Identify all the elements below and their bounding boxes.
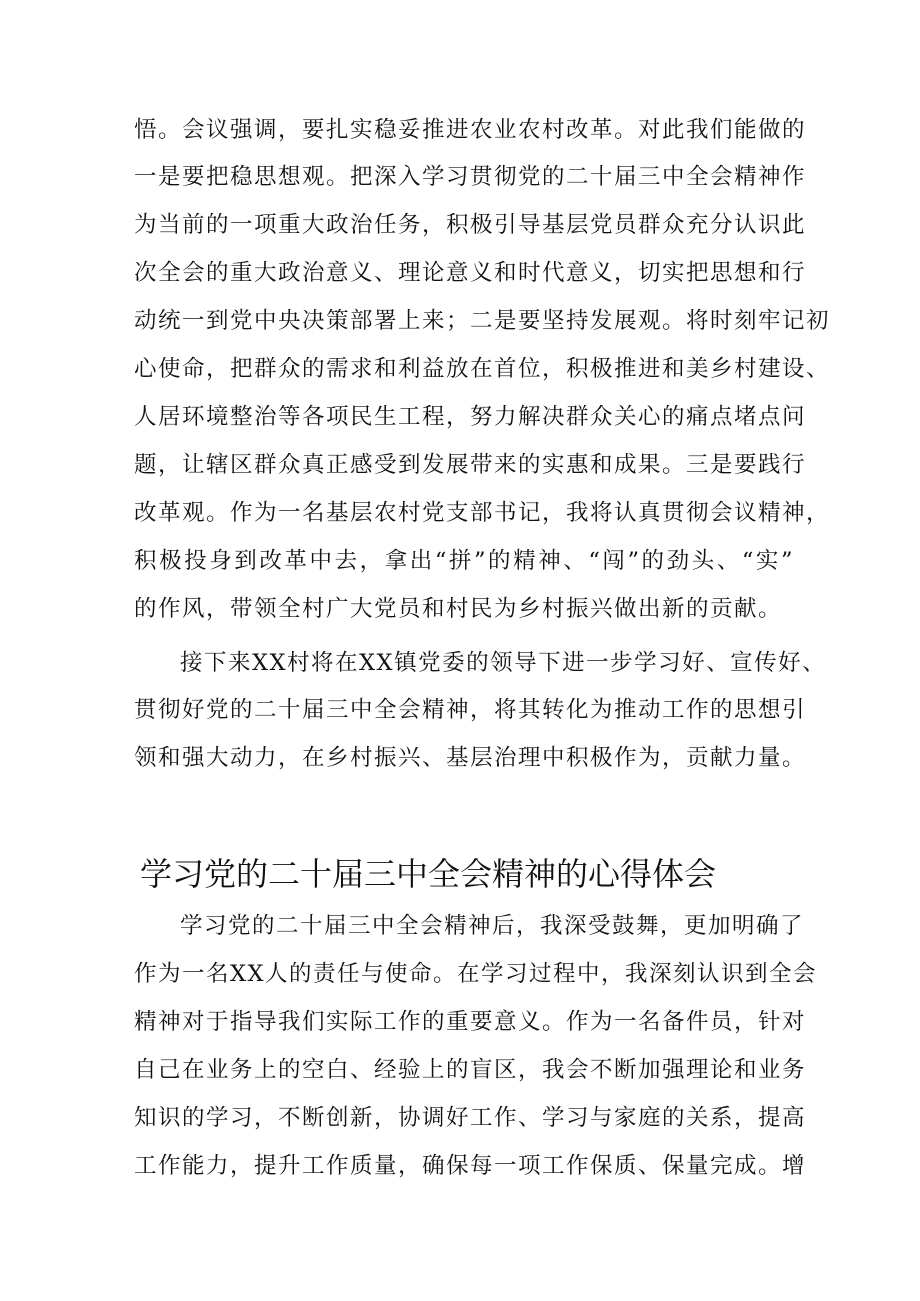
- text-line: 工作能力，提升工作质量，确保每一项工作保质、保量完成。增: [134, 1153, 807, 1179]
- text-line: 领和强大动力，在乡村振兴、基层治理中积极作为，贡献力量。: [134, 745, 807, 771]
- text-line: 接下来XX村将在XX镇党委的领导下进一步学习好、宣传好、: [180, 650, 827, 676]
- text-line: 改革观。作为一名基层农村党支部书记，我将认真贯彻会议精神，: [134, 500, 831, 526]
- text-line: 作为一名XX人的责任与使命。在学习过程中，我深刻认识到全会: [134, 961, 818, 987]
- text-line: 精神对于指导我们实际工作的重要意义。作为一名备件员，针对: [134, 1009, 807, 1035]
- text-line: 人居环境整治等各项民生工程，努力解决群众关心的痛点堵点问: [134, 404, 807, 430]
- text-line: 一是要把稳思想观。把深入学习贯彻党的二十届三中全会精神作: [134, 164, 807, 190]
- text-line: 积极投身到改革中去，拿出“拼”的精神、“闯”的劲头、“实”: [134, 548, 794, 574]
- text-line: 自己在业务上的空白、经验上的盲区，我会不断加强理论和业务: [134, 1057, 807, 1083]
- text-line: 贯彻好党的二十届三中全会精神，将其转化为推动工作的思想引: [134, 697, 807, 723]
- text-line: 的作风，带领全村广大党员和村民为乡村振兴做出新的贡献。: [134, 596, 783, 622]
- text-line: 知识的学习，不断创新，协调好工作、学习与家庭的关系，提高: [134, 1105, 807, 1131]
- section-heading: 学习党的二十届三中全会精神的心得体会: [140, 855, 717, 893]
- text-line: 心使命，把群众的需求和利益放在首位，积极推进和美乡村建设、: [134, 356, 831, 382]
- text-line: 题，让辖区群众真正感受到发展带来的实惠和成果。三是要践行: [134, 452, 807, 478]
- text-line: 为当前的一项重大政治任务，积极引导基层党员群众充分认识此: [134, 212, 807, 238]
- text-line: 动统一到党中央决策部署上来；二是要坚持发展观。将时刻牢记初: [134, 308, 831, 334]
- text-line: 次全会的重大政治意义、理论意义和时代意义，切实把思想和行: [134, 260, 807, 286]
- text-line: 悟。会议强调，要扎实稳妥推进农业农村改革。对此我们能做的: [134, 117, 807, 143]
- text-line: 学习党的二十届三中全会精神后，我深受鼓舞，更加明确了: [180, 913, 805, 939]
